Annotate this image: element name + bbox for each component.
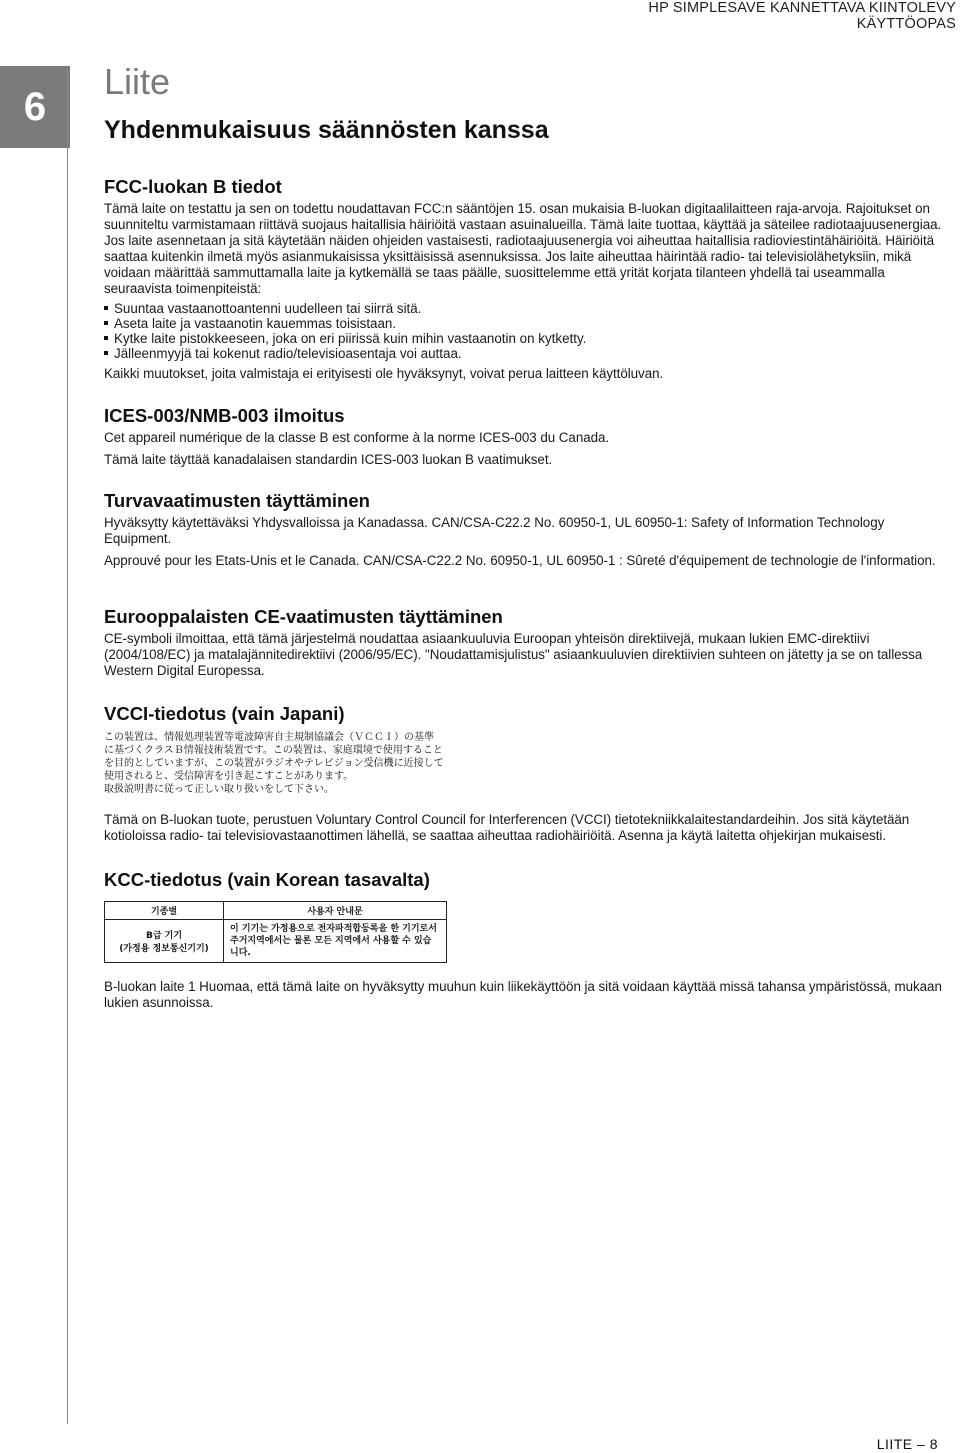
kcc-class-desc: (가정용 정보통신기기)	[119, 944, 209, 954]
page-title: Yhdenmukaisuus säännösten kanssa	[104, 116, 549, 144]
safety-paragraph-fr: Approuvé pour les Etats-Unis et le Canada. CAN/CSA-C22.2 No. 60950-1, UL 60950-1 : Sûreté d'équipement de technologie de l'information.	[104, 553, 936, 568]
fcc-paragraph: Tämä laite on testattu ja sen on todettu noudattavan FCC:n sääntöjen 15. osan mukaisia B-luokan digitaalilaitteen raja-arvoja. Rajoitukset on suunniteltu varmistamaan riittävä suojaus haitallisia häiriöitä vastaan asuinalueilla. Tämä laite tuottaa, käyttää ja säteilee radiotaajuusenergiaa. Jos laite asennetaan ja sitä käytetään näiden ohjeiden vastaisesti, radiotaajuusenergia voi aiheuttaa haitallisia radioviestintähäiriöitä. Häiriöitä saattaa kuitenkin ilmetä myös asianmukaisissa yksittäisissä asennuksissa. Jos laite aiheuttaa häirintää radio- tai televisiolähetyksiin, mikä voidaan määrittää sammuttamalla laite ja kytkemällä se taas päälle, suosittelemme että yrität korjata tilanteen yhdellä tai useammalla seuraavista toimenpiteistä:	[104, 201, 942, 296]
table-row	[105, 920, 447, 963]
kcc-header-user-notice: 사용자 안내문	[224, 902, 447, 920]
kcc-section	[104, 869, 954, 1011]
vcci-japanese-notice	[104, 731, 444, 796]
vcci-line: に基づくクラスＢ情報技術装置です。この装置は、家庭環境で使用すること	[104, 745, 443, 756]
table-row	[105, 902, 447, 920]
fcc-bullet-list	[104, 301, 954, 361]
vcci-section	[104, 703, 954, 844]
vcci-line: 使用されると、受信障害を引き起こすことがあります。	[104, 771, 354, 782]
ices-paragraph-fr: Cet appareil numérique de la classe B est conforme à la norme ICES-003 du Canada.	[104, 430, 610, 445]
list-item: Suuntaa vastaanottoantenni uudelleen tai siirrä sitä.	[104, 301, 954, 316]
kcc-cell-notice: 이 기기는 가정용으로 전자파적합등록을 한 기기로서 주거지역에서는 물론 모든 지역에서 사용할 수 있습니다.	[224, 920, 447, 963]
vcci-heading: VCCI-tiedotus (vain Japani)	[104, 703, 345, 724]
kcc-heading: KCC-tiedotus (vain Korean tasavalta)	[104, 869, 430, 890]
page-footer: LIITE – 8	[876, 1436, 938, 1452]
ce-section	[104, 606, 954, 679]
ices-section	[104, 405, 954, 468]
ce-paragraph: CE-symboli ilmoittaa, että tämä järjestelmä noudattaa asiaankuuluvia Euroopan yhteisön direktiivejä, mukaan lukien EMC-direktiivi (2004/108/EC) ja matalajännitedirektiivi (2006/95/EC). "Noudattamisjulistus" asiaankuuluvien direktiivien suhteen on jätetty ja se on tallessa Western Digital Europessa.	[104, 631, 923, 678]
vcci-line: 取扱説明書に従って正しい取り扱いをして下さい。	[104, 784, 334, 795]
list-item: Jälleenmyyjä tai kokenut radio/televisioasentaja voi auttaa.	[104, 346, 954, 361]
kcc-paragraph: B-luokan laite 1 Huomaa, että tämä laite on hyväksytty muuhun kuin liikekäyttöön ja sitä voidaan käyttää missä tahansa ympäristössä, mukaan lukien asunnoissa.	[104, 979, 942, 1010]
ices-paragraph-fi: Tämä laite täyttää kanadalaisen standardin ICES-003 luokan B vaatimukset.	[104, 452, 553, 467]
safety-heading: Turvavaatimusten täyttäminen	[104, 490, 370, 511]
chapter-title: Liite	[104, 61, 171, 102]
ices-heading: ICES-003/NMB-003 ilmoitus	[104, 405, 345, 426]
header-doc-type: KÄYTTÖOPAS	[856, 16, 956, 32]
running-header	[648, 0, 956, 32]
fcc-closing: Kaikki muutokset, joita valmistaja ei erityisesti ole hyväksynyt, voivat perua laitteen käyttöluvan.	[104, 366, 664, 381]
vcci-paragraph: Tämä on B-luokan tuote, perustuen Voluntary Control Council for Interferencen (VCCI) tietotekniikkalaitestandardeihin. Jos sitä käytetään kotioloissa radio- tai televisiovastaanottimen lähellä, se saattaa aiheuttaa radiohäiriöitä. Asenna ja käytä laitetta ohjekirjan mukaisesti.	[104, 812, 910, 843]
fcc-section	[104, 176, 954, 382]
list-item: Kytke laite pistokkeeseen, joka on eri piirissä kuin mihin vastaanotin on kytketty.	[104, 331, 954, 346]
margin-rule	[67, 66, 68, 1424]
ce-heading: Eurooppalaisten CE-vaatimusten täyttäminen	[104, 606, 503, 627]
safety-section	[104, 490, 954, 569]
vcci-line: この装置は、情報処理装置等電波障害自主規制協議会（ＶＣＣＩ）の基準	[104, 732, 434, 743]
header-product: HP SIMPLESAVE KANNETTAVA KIINTOLEVY	[648, 0, 956, 16]
safety-paragraph-fi: Hyväksytty käytettäväksi Yhdysvalloissa ja Kanadassa. CAN/CSA-C22.2 No. 60950-1, UL 60950-1: Safety of Information Technology Equipment.	[104, 515, 885, 546]
kcc-header-model: 기종별	[105, 902, 224, 920]
kcc-table	[104, 901, 447, 963]
chapter-tab: 6	[0, 66, 70, 148]
kcc-class-label: B급 기기	[145, 931, 183, 941]
vcci-line: を目的としていますが、この装置がラジオやテレビジョン受信機に近接して	[104, 758, 444, 769]
kcc-cell-class	[105, 920, 224, 963]
fcc-heading: FCC-luokan B tiedot	[104, 176, 282, 197]
list-item: Aseta laite ja vastaanotin kauemmas toisistaan.	[104, 316, 954, 331]
